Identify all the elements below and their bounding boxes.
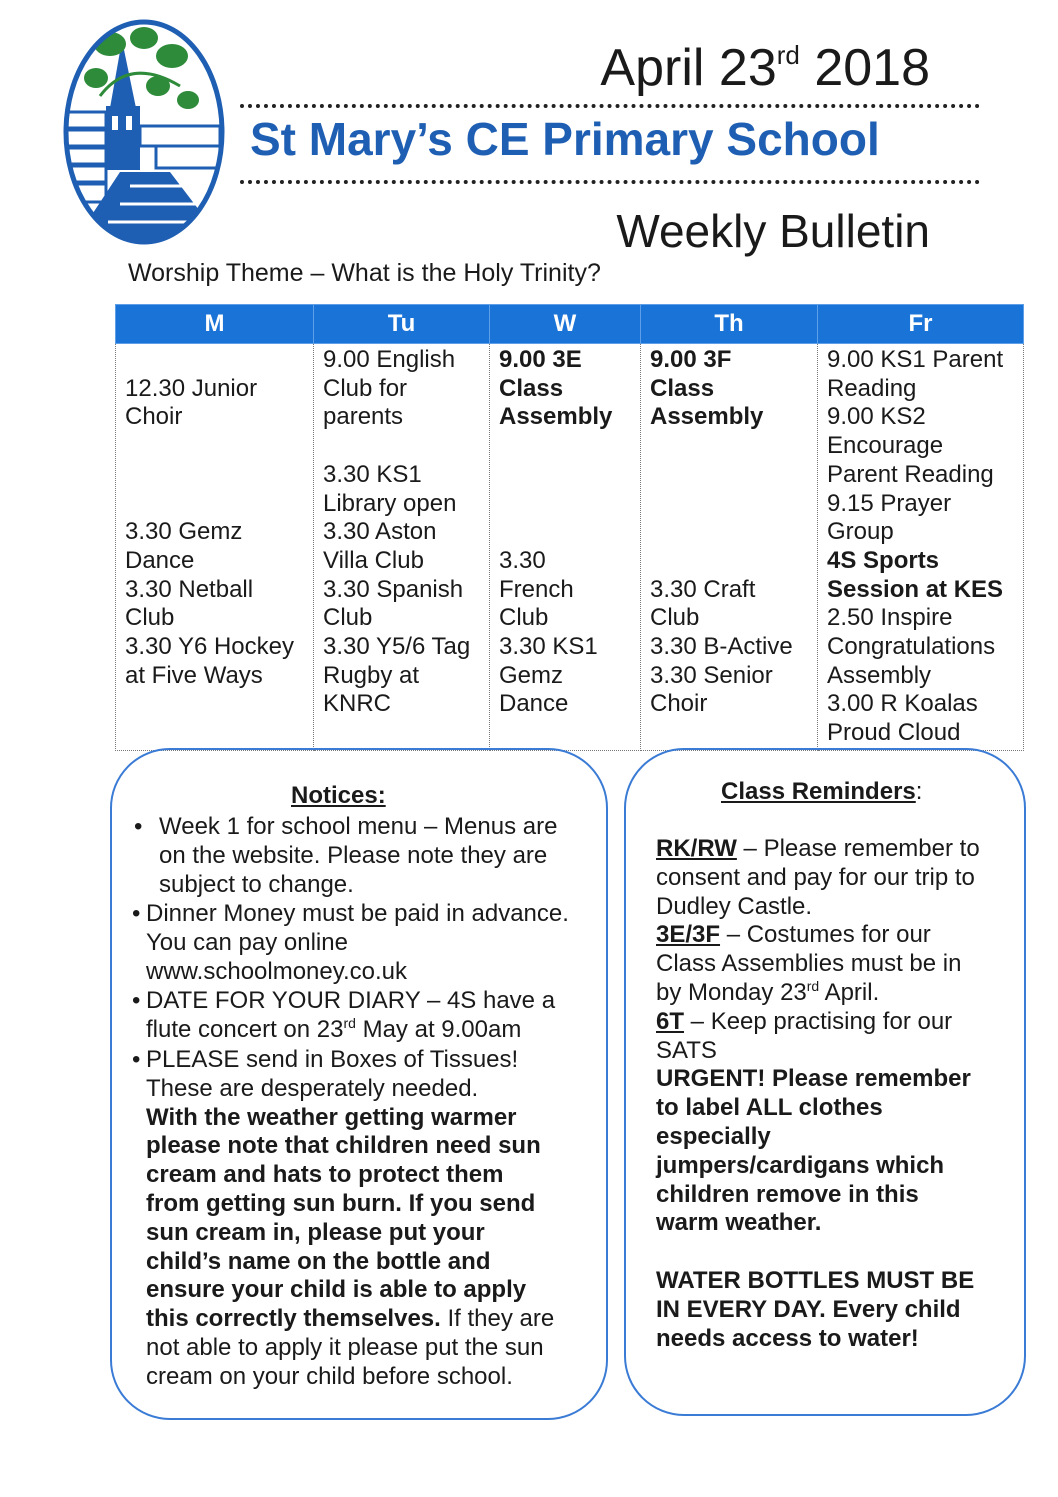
day-header: W: [490, 305, 641, 344]
activity-line: 9.00 KS2: [827, 403, 926, 431]
reminder-line: jumpers/cardigans which: [656, 1151, 945, 1179]
activity-line: Class: [499, 374, 564, 402]
activity-line: 3.30 KS1: [499, 632, 598, 660]
worship-theme: Worship Theme – What is the Holy Trinity?: [128, 259, 601, 287]
activity-line: [650, 547, 809, 576]
notice-line: PLEASE send in Boxes of Tissues!: [146, 1046, 519, 1073]
notice-line: subject to change.: [159, 870, 354, 898]
day-cell: [641, 344, 818, 751]
activity-line: Assembly: [827, 661, 932, 689]
school-logo: [60, 16, 228, 248]
notice-line: ensure your child is able to apply: [146, 1276, 527, 1304]
activity-line: Parent Reading: [827, 460, 994, 488]
activity-line: [499, 432, 632, 461]
day-cell: [314, 344, 490, 751]
activity-line: Dance: [499, 690, 569, 718]
reminder-line: WATER BOTTLES MUST BE: [656, 1266, 975, 1294]
activity-line: 2.50 Inspire: [827, 604, 953, 632]
reminder-line: consent and pay for our trip to: [656, 863, 975, 891]
activity-line: [499, 461, 632, 490]
activity-line: 3.30: [499, 546, 546, 574]
class-label: 3E/3F: [656, 921, 721, 949]
activity-line: [650, 432, 809, 461]
notice-line: Dinner Money must be paid in advance.: [146, 900, 569, 927]
activity-line: 3.30 Craft: [650, 575, 756, 603]
activity-line: 9.00 KS1 Parent: [827, 346, 1004, 373]
reminders-content: [656, 835, 980, 1353]
reminder-text: – Please remember to: [736, 835, 980, 862]
activity-line: 3.30 Gemz: [125, 518, 243, 546]
school-name: St Mary’s CE Primary School: [250, 113, 880, 165]
activity-line: Club for: [323, 374, 408, 402]
timetable-row: [116, 344, 1024, 751]
activity-line: [650, 489, 809, 518]
bullet-marker: •: [132, 900, 141, 927]
class-reminders-heading: [721, 778, 922, 806]
activity-line: Assembly: [650, 403, 764, 431]
activity-line: Gemz: [499, 661, 564, 689]
activity-line: parents: [323, 403, 404, 431]
activity-line: 3.30 Spanish: [323, 575, 464, 603]
activity-line: Class: [650, 374, 715, 402]
date-suffix: rd: [776, 40, 800, 70]
activity-line: 3.30 Y5/6 Tag: [323, 633, 471, 661]
activity-line: [125, 346, 305, 375]
notice-line: [146, 1016, 555, 1045]
notice-text: May at 9.00am: [355, 1015, 522, 1043]
reminder-line: needs access to water!: [656, 1324, 919, 1352]
reminder-line: [656, 1008, 980, 1037]
day-cell: [116, 344, 314, 751]
activity-line: 9.00 3F: [650, 346, 732, 373]
notice-line: cream on your child before school.: [146, 1362, 513, 1390]
day-header: Tu: [314, 305, 490, 344]
spacer: [656, 1238, 980, 1267]
bullet-marker: •: [134, 813, 143, 840]
notice-text: If they are: [440, 1305, 555, 1333]
reminder-line: children remove in this: [656, 1180, 919, 1208]
activity-line: [125, 432, 305, 461]
notices-heading: Notices:: [291, 782, 386, 809]
reminder-text: by Monday 23: [656, 978, 807, 1006]
activity-line: KNRC: [323, 690, 392, 718]
reminder-line: [656, 979, 980, 1008]
heading-colon: :: [915, 778, 923, 805]
notice-link-text: www.schoolmoney.co.uk: [146, 957, 407, 985]
activity-line: Encourage: [827, 432, 944, 460]
top-dotted-divider: [240, 104, 980, 108]
activity-line: Assembly: [499, 403, 613, 431]
notice-sup: rd: [343, 1014, 356, 1031]
activity-line: Villa Club: [323, 546, 424, 574]
activity-line: 3.30 KS1: [323, 460, 422, 488]
notice-dinner-money: [146, 900, 569, 986]
activity-line: at Five Ways: [125, 661, 263, 689]
bulletin-date: [600, 38, 930, 98]
reminder-text: – Keep practising for our: [684, 1007, 953, 1035]
reminder-line: Class Assemblies must be in: [656, 950, 962, 978]
class-label: RK/RW: [656, 835, 737, 862]
activity-line: Choir: [650, 690, 708, 718]
activity-line: 3.30 Netball: [125, 575, 254, 603]
notice-menu: [159, 813, 557, 899]
activity-line: 9.00 3E: [499, 346, 582, 373]
notice-diary-date: [146, 987, 555, 1045]
day-header: Th: [641, 305, 818, 344]
activity-line: Congratulations: [827, 633, 996, 661]
reminder-text: – Costumes for our: [720, 921, 931, 949]
activity-line: Dance: [125, 546, 195, 574]
activity-line: [125, 489, 305, 518]
activity-line: 12.30 Junior: [125, 374, 258, 402]
notice-line: cream and hats to protect them: [146, 1161, 504, 1189]
activity-line: [650, 518, 809, 547]
activity-line: Rugby at: [323, 661, 420, 689]
activity-line: Library open: [323, 489, 457, 517]
notice-line: DATE FOR YOUR DIARY – 4S have a: [146, 987, 556, 1014]
activity-line: 3.30 Senior: [650, 661, 773, 689]
date-prefix: April 23: [600, 39, 777, 97]
activity-line: Choir: [125, 403, 183, 431]
notice-line: [146, 1305, 554, 1334]
activity-line: 9.15 Prayer: [827, 489, 952, 517]
notice-line: not able to apply it please put the sun: [146, 1333, 544, 1361]
activity-line: 9.00 English: [323, 346, 456, 373]
bulletin-title: Weekly Bulletin: [616, 205, 930, 257]
reminder-line: SATS: [656, 1036, 717, 1064]
weekly-timetable: [115, 304, 1024, 751]
activity-line: [499, 518, 632, 547]
activity-line: Session at KES: [827, 575, 1004, 603]
day-header: M: [116, 305, 314, 344]
reminder-line: [656, 921, 980, 950]
activity-line: [125, 461, 305, 490]
reminder-line: IN EVERY DAY. Every child: [656, 1295, 961, 1323]
bullet-marker: •: [132, 987, 141, 1014]
activity-line: Club: [323, 604, 373, 632]
notice-line: Week 1 for school menu – Menus are: [159, 813, 558, 840]
activity-line: 3.00 R Koalas: [827, 690, 978, 718]
reminder-line: [656, 835, 980, 864]
activity-line: 3.30 B-Active: [650, 632, 793, 660]
activity-line: 3.30 Aston: [323, 518, 437, 546]
day-cell: [490, 344, 641, 751]
heading-text: Class Reminders: [721, 778, 916, 805]
activity-line: Club: [125, 604, 175, 632]
reminder-line: especially: [656, 1122, 771, 1150]
notice-line: With the weather getting warmer: [146, 1103, 517, 1131]
day-cell: [818, 344, 1024, 751]
activity-line: Reading: [827, 374, 917, 402]
activity-line: 3.30 Y6 Hockey: [125, 632, 294, 660]
activity-line: 4S Sports: [827, 546, 940, 574]
reminder-line: warm weather.: [656, 1209, 822, 1237]
notice-line: You can pay online: [146, 928, 348, 956]
activity-line: Club: [650, 604, 700, 632]
reminder-line: Dudley Castle.: [656, 892, 813, 920]
notice-text: this correctly themselves.: [146, 1305, 441, 1333]
reminder-sup: rd: [806, 977, 820, 994]
activity-line: French: [499, 575, 574, 603]
reminder-line: URGENT! Please remember: [656, 1065, 971, 1093]
activity-line: [499, 489, 632, 518]
notice-line: sun cream in, please put your: [146, 1218, 485, 1246]
date-year: 2018: [814, 39, 930, 97]
notice-line: from getting sun burn. If you send: [146, 1189, 536, 1217]
timetable-header-row: [116, 305, 1024, 344]
activity-line: Proud Cloud: [827, 719, 961, 747]
activity-line: [650, 461, 809, 490]
notice-tissues-sun-cream: [146, 1046, 554, 1392]
bottom-dotted-divider: [240, 180, 980, 184]
notice-line: please note that children need sun: [146, 1132, 541, 1160]
notice-text: flute concert on 23: [146, 1015, 344, 1043]
activity-line: Club: [499, 604, 549, 632]
activity-line: Group: [827, 518, 894, 546]
class-label: 6T: [656, 1007, 685, 1035]
notice-line: child’s name on the bottle and: [146, 1247, 491, 1275]
activity-line: [323, 432, 481, 461]
reminder-text: April.: [819, 978, 880, 1006]
bullet-marker: •: [132, 1046, 141, 1073]
day-header: Fr: [818, 305, 1024, 344]
reminder-line: to label ALL clothes: [656, 1094, 883, 1122]
notice-line: These are desperately needed.: [146, 1074, 479, 1102]
notice-line: on the website. Please note they are: [159, 841, 548, 869]
